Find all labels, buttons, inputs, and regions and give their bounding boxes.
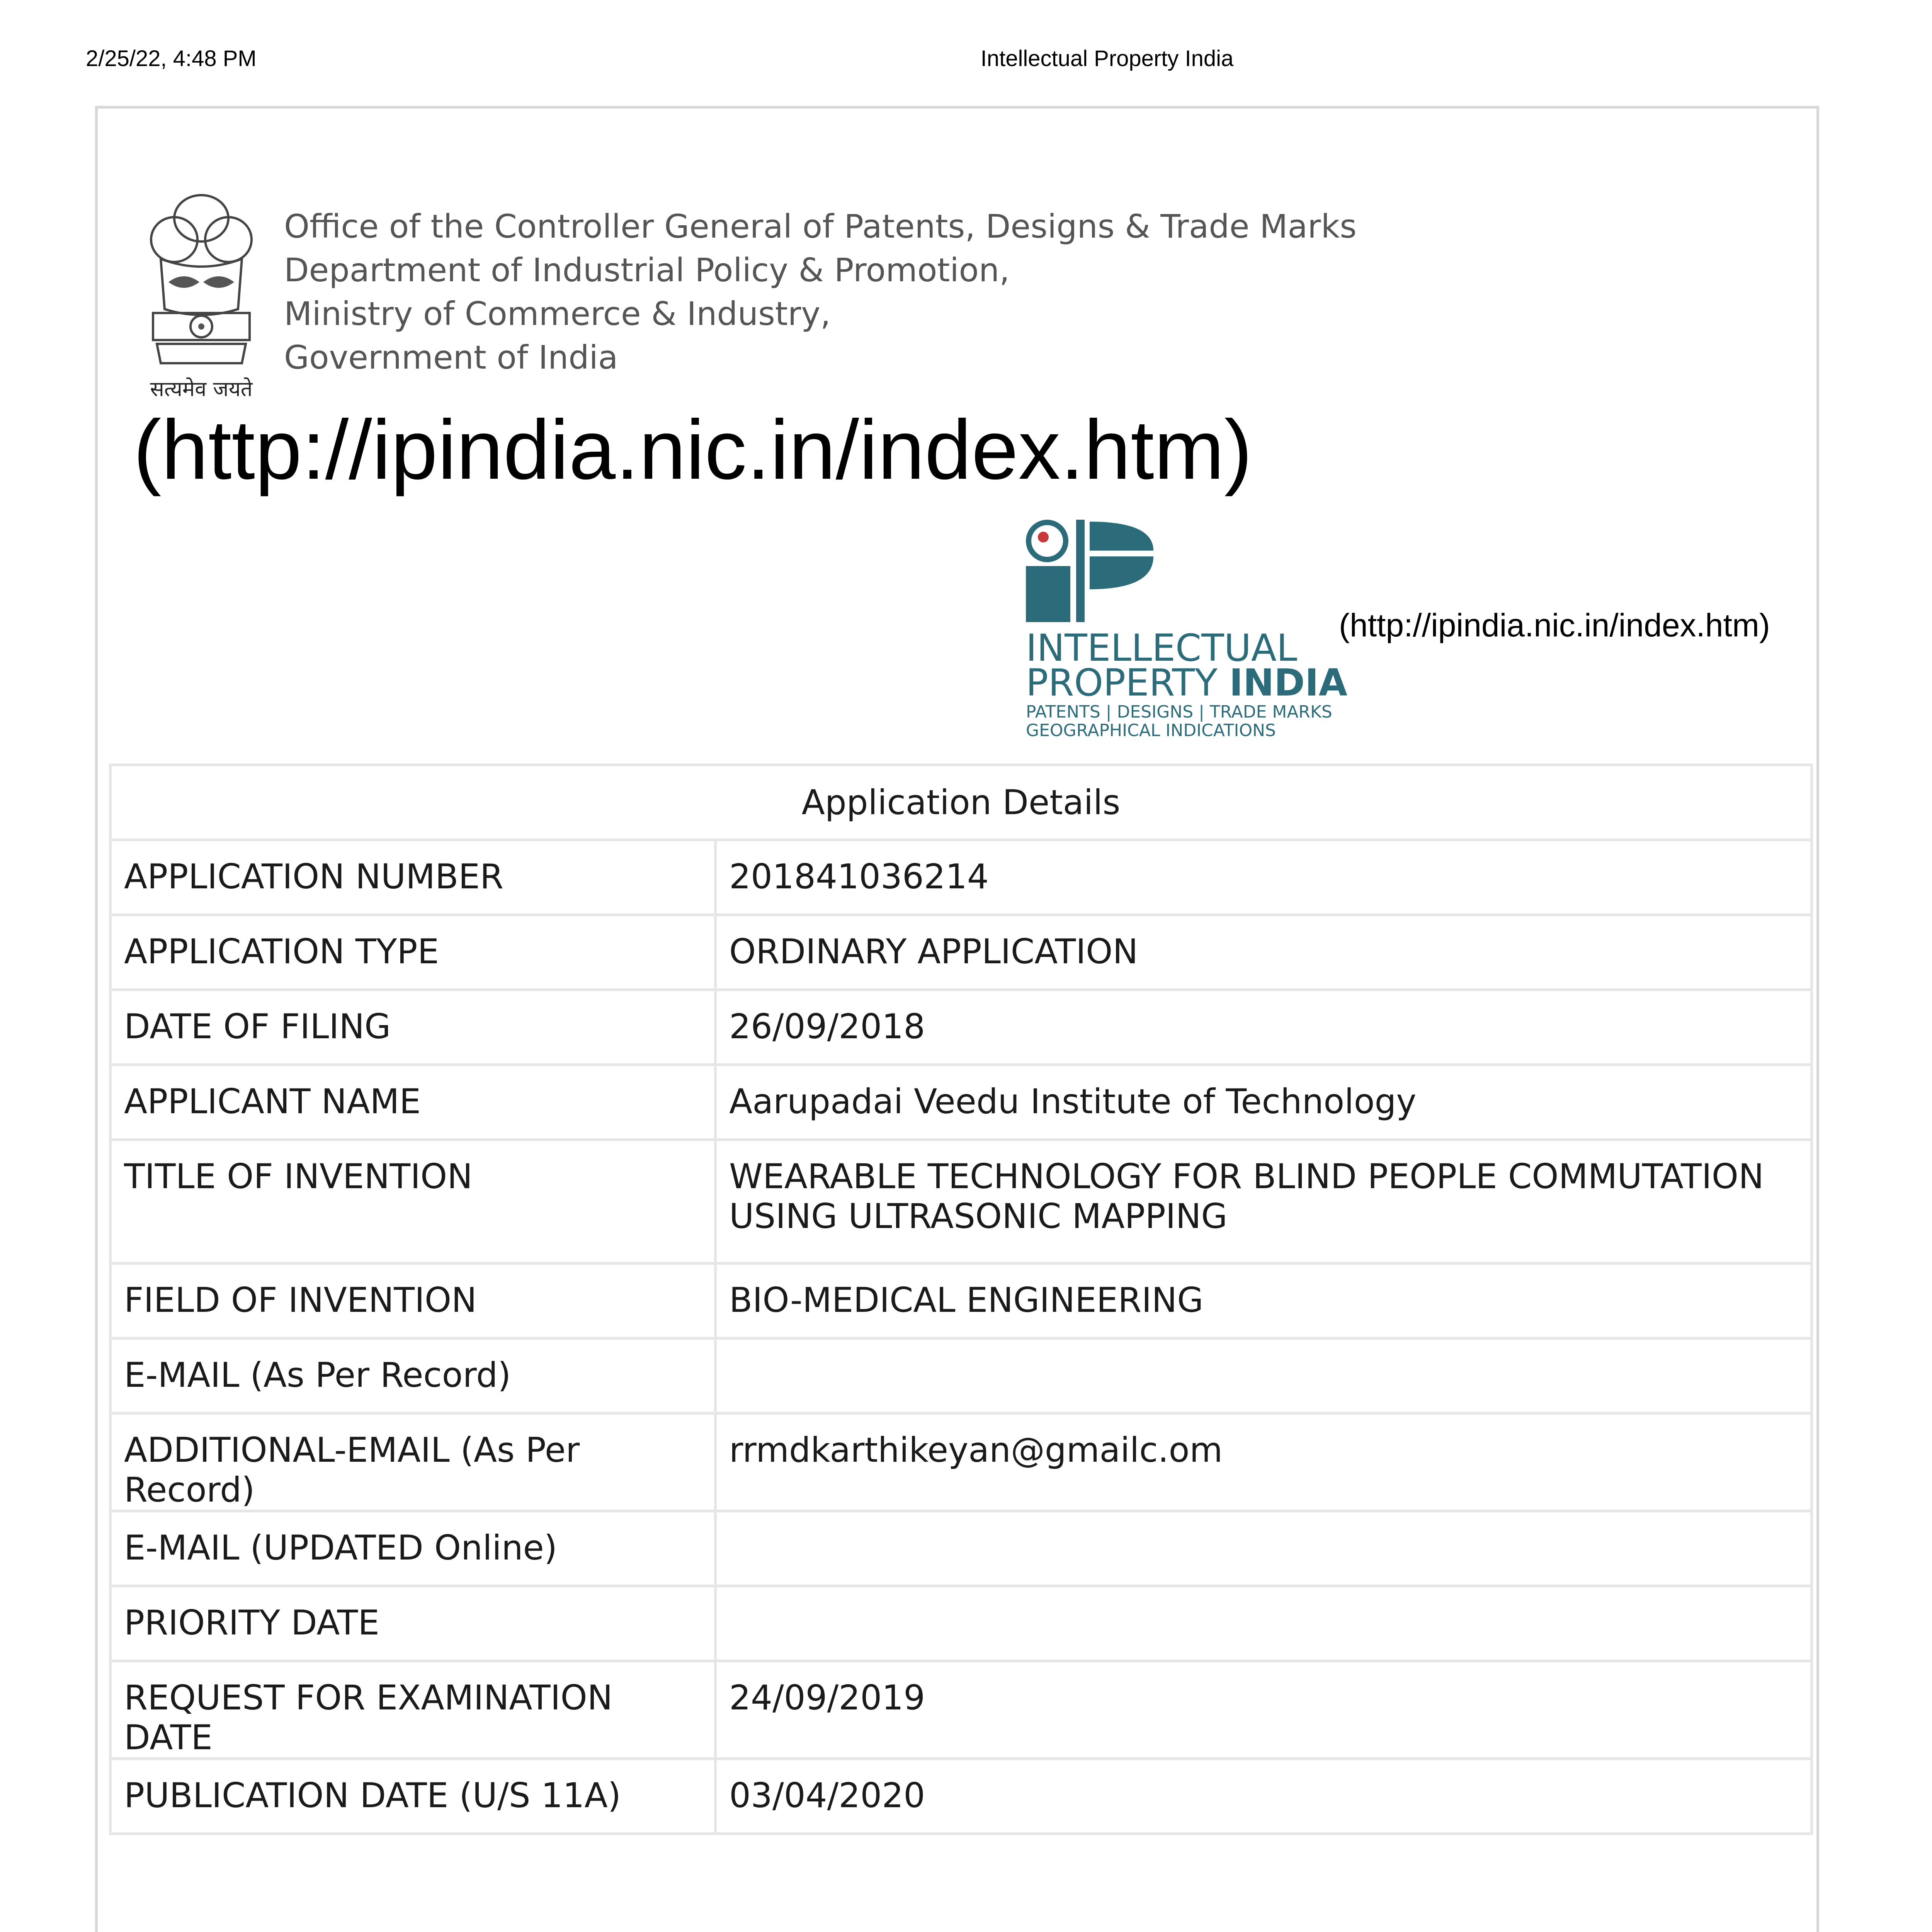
logo-line1: INTELLECTUAL — [1026, 626, 1298, 670]
row-value: 201841036214 — [716, 840, 1812, 915]
national-emblem-icon — [138, 182, 265, 406]
row-value — [716, 1586, 1812, 1661]
table-row — [111, 915, 1812, 990]
logo-line2b: INDIA — [1229, 661, 1347, 704]
row-label: E-MAIL (As Per Record) — [111, 1338, 716, 1413]
org-line: Government of India — [284, 338, 618, 376]
row-value — [716, 1338, 1812, 1413]
ip-india-logo[interactable] — [1026, 520, 1347, 744]
table-row — [111, 1511, 1812, 1586]
row-value: BIO-MEDICAL ENGINEERING — [716, 1264, 1812, 1338]
table-row — [111, 1065, 1812, 1140]
row-label: E-MAIL (UPDATED Online) — [111, 1511, 716, 1586]
application-details-table — [109, 764, 1813, 1835]
row-label: ADDITIONAL-EMAIL (As Per Record) — [111, 1413, 716, 1511]
logo-line2 — [1026, 661, 1347, 704]
logo-home-link[interactable]: (http://ipindia.nic.in/index.htm) — [1339, 607, 1770, 643]
table-row — [111, 1140, 1812, 1264]
row-value: 03/04/2020 — [716, 1759, 1812, 1834]
row-label: APPLICATION TYPE — [111, 915, 716, 990]
row-value: Aarupadai Veedu Institute of Technology — [716, 1065, 1812, 1140]
print-datetime: 2/25/22, 4:48 PM — [86, 46, 257, 71]
application-details-heading: Application Details — [111, 765, 1812, 840]
table-row — [111, 1264, 1812, 1338]
org-line: Department of Industrial Policy & Promotion, — [284, 251, 1010, 289]
row-value: WEARABLE TECHNOLOGY FOR BLIND PEOPLE COMMUTATION USING ULTRASONIC MAPPING — [716, 1140, 1812, 1264]
table-row — [111, 1413, 1812, 1511]
row-label: FIELD OF INVENTION — [111, 1264, 716, 1338]
table-row — [111, 1661, 1812, 1759]
table-row — [111, 1338, 1812, 1413]
logo-line3: PATENTS | DESIGNS | TRADE MARKS — [1026, 702, 1332, 722]
row-value: 24/09/2019 — [716, 1661, 1812, 1759]
row-value: ORDINARY APPLICATION — [716, 915, 1812, 990]
row-label: APPLICANT NAME — [111, 1065, 716, 1140]
org-line: Office of the Controller General of Patents, Designs & Trade Marks — [284, 207, 1357, 245]
row-value — [716, 1511, 1812, 1586]
home-link[interactable]: (http://ipindia.nic.in/index.htm) — [133, 403, 1252, 497]
print-title: Intellectual Property India — [980, 46, 1234, 71]
logo-line2a: PROPERTY — [1026, 661, 1230, 704]
table-row — [111, 1586, 1812, 1661]
logo-line4: GEOGRAPHICAL INDICATIONS — [1026, 721, 1276, 740]
table-row — [111, 990, 1812, 1065]
org-line: Ministry of Commerce & Industry, — [284, 295, 831, 333]
row-label: APPLICATION NUMBER — [111, 840, 716, 915]
row-label: PRIORITY DATE — [111, 1586, 716, 1661]
table-row — [111, 1759, 1812, 1834]
row-label: PUBLICATION DATE (U/S 11A) — [111, 1759, 716, 1834]
row-label: TITLE OF INVENTION — [111, 1140, 716, 1264]
print-header — [0, 46, 1914, 77]
row-value: rrmdkarthikeyan@gmailc.om — [716, 1413, 1812, 1511]
emblem-motto: सत्यमेव जयते — [150, 377, 253, 401]
table-row — [111, 840, 1812, 915]
row-label: REQUEST FOR EXAMINATION DATE — [111, 1661, 716, 1759]
table-header-row — [111, 765, 1812, 840]
row-label: DATE OF FILING — [111, 990, 716, 1065]
row-value: 26/09/2018 — [716, 990, 1812, 1065]
org-name-block — [284, 205, 1357, 379]
